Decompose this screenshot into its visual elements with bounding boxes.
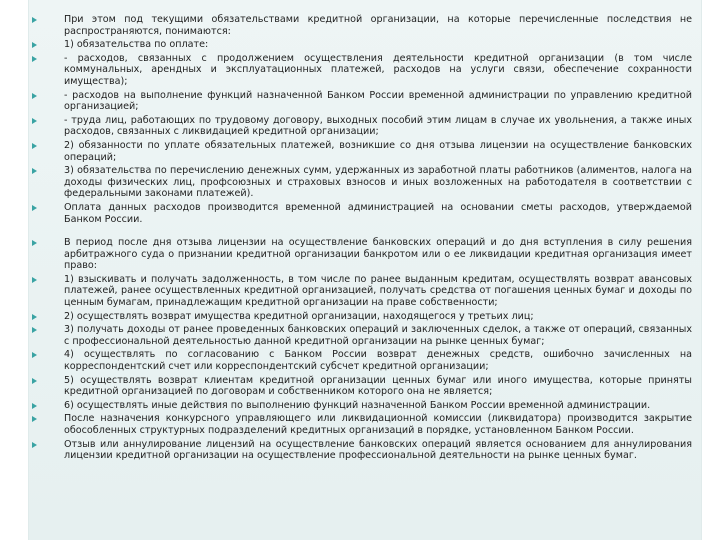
list-item-text: - расходов на выполнение функций назначенной Банком России временной администрации по управлению кредитной организацией; <box>64 89 692 113</box>
list-item-text: 3) обязательства по перечислению денежных сумм, удержанных из заработной платы работников (алиментов, налога на доходы физических лиц, профсоюзных и страховых взносов и иных возложенных на работодателя в соответствии с федеральными законами платежей). <box>64 165 692 200</box>
list-item <box>32 165 692 200</box>
bullet-icon <box>32 314 37 320</box>
list-item-text: 5) осуществлять возврат клиентам кредитной организации ценных бумаг или иного имущества, которые приняты кредитной организацией по договорам и собственником которого она не является; <box>64 374 692 398</box>
list-item-text: 4) осуществлять по согласованию с Банком России возврат денежных средств, ошибочно зачисленных на корреспондентский счет или корреспондентский субсчет кредитной организации; <box>64 349 692 373</box>
bullet-icon <box>32 168 37 174</box>
bullet-icon <box>32 378 37 384</box>
bullet-icon <box>32 327 37 333</box>
bullet-icon <box>32 352 37 358</box>
list-item <box>32 400 692 412</box>
list-item <box>32 39 692 51</box>
list-item-text: 2) осуществлять возврат имущества кредитной организации, находящегося у третьих лиц; <box>64 310 534 322</box>
list-item <box>32 140 692 163</box>
list-item <box>32 349 692 372</box>
list-item-text: 2) обязанности по уплате обязательных платежей, возникшие со дня отзыва лицензии на осуществление банковских операций; <box>64 139 692 163</box>
bullet-list <box>32 14 692 464</box>
list-item-text: Отзыв или аннулирование лицензий на осуществление банковских операций является основанием для аннулирования лицензии кредитной организации на осуществление профессиональной деятельности на рынке ценных бумаг. <box>64 438 692 462</box>
list-item <box>32 237 692 272</box>
list-item-text: При этом под текущими обязательствами кредитной организации, на которые перечисленные последствия не распространяются, понимаются: <box>64 14 692 37</box>
list-item <box>32 324 692 347</box>
bullet-icon <box>32 93 37 99</box>
list-item-text: 1) взыскивать и получать задолженность, в том числе по ранее выданным кредитам, осуществлять возврат авансовых платежей, ранее осуществленных кредитной организацией, получать средства от погашения ценных бумаг и доходы по ценным бумагам, принадлежащим кредитной организации на праве собственности; <box>64 273 692 309</box>
list-item-text: 3) получать доходы от ранее проведенных банковских операций и заключенных сделок, а также от операций, связанных с профессиональной деятельностью данной кредитной организации на рынке ценных бумаг; <box>64 324 692 347</box>
bullet-icon <box>32 56 37 62</box>
list-item <box>32 202 692 225</box>
bullet-icon <box>32 240 37 246</box>
bullet-icon <box>32 118 37 124</box>
list-item <box>32 90 692 113</box>
bullet-icon <box>32 442 37 448</box>
list-item-text: Оплата данных расходов производится временной администрацией на основании сметы расходов, утверждаемой Банком России. <box>64 201 692 225</box>
list-item <box>32 439 692 462</box>
list-item-text: В период после дня отзыва лицензии на осуществление банковских операций и до дня вступления в силу решения арбитражного суда о признании кредитной организации банкротом или о ее ликвидации кредитная организация имеет право: <box>64 237 692 272</box>
list-item <box>32 413 692 436</box>
bullet-icon <box>32 42 37 48</box>
bullet-icon <box>32 277 37 283</box>
bullet-icon <box>32 17 37 23</box>
list-item <box>32 53 692 88</box>
bullet-icon <box>32 403 37 409</box>
list-item-text: 1) обязательства по оплате: <box>64 39 209 51</box>
list-item <box>32 311 692 323</box>
list-item <box>32 115 692 138</box>
bullet-icon <box>32 205 37 211</box>
list-item-text: - труда лиц, работающих по трудовому договору, выходных пособий этим лицам в случае их увольнения, а также иных расходов, связанных с ликвидацией кредитной организации; <box>64 114 692 138</box>
list-item <box>32 274 692 309</box>
list-item-text: - расходов, связанных с продолжением осуществления деятельности кредитной организации (в том числе коммунальных, арендных и эксплуатационных платежей, расходов на услуги связи, обеспечение сохранности имущества); <box>64 52 692 87</box>
list-item-text: 6) осуществлять иные действия по выполнению функций назначенной Банком России временной администрации. <box>64 399 651 411</box>
list-item-text: После назначения конкурсного управляющего или ликвидационной комиссии (ликвидатора) производится закрытие обособленных структурных подразделений кредитных организаций в порядке, установленном Банком России. <box>64 413 692 436</box>
list-item <box>32 14 692 37</box>
list-item <box>32 375 692 398</box>
bullet-icon <box>32 416 37 422</box>
bullet-icon <box>32 143 37 149</box>
